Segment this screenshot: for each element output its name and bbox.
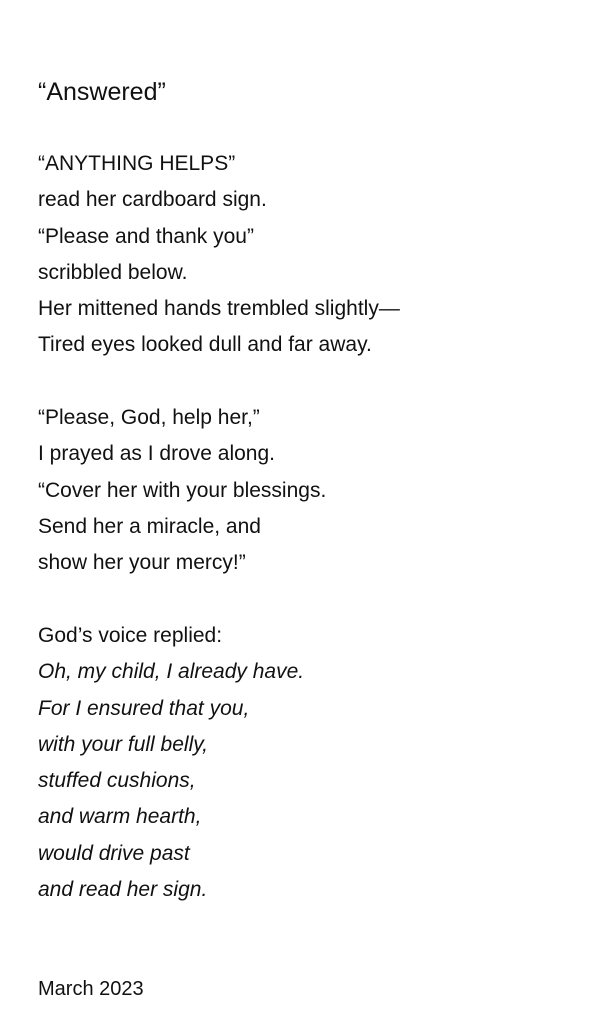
poem-line: scribbled below. (38, 260, 188, 284)
poem-line: “ANYTHING HELPS” (38, 152, 236, 175)
poem-line: “Cover her with your blessings. (38, 478, 327, 502)
poem-line: God’s voice replied: (38, 624, 223, 647)
poem-line: stuffed cushions, (38, 769, 196, 793)
poem-line: read her cardboard sign. (38, 188, 267, 212)
poem-line: “Please, God, help her,” (38, 406, 260, 429)
poem-line: Tired eyes looked dull and far away. (38, 333, 372, 357)
poem-line: Oh, my child, I already have. (38, 660, 305, 684)
poem-line: Send her a miracle, and (38, 514, 261, 538)
poem-title: “Answered” (38, 78, 166, 106)
poem-line: would drive past (38, 841, 190, 865)
poem-line: For I ensured that you, (38, 696, 250, 720)
stanza-2 (38, 400, 326, 581)
stanza-3 (38, 618, 304, 908)
poem-line: and read her sign. (38, 878, 208, 902)
stanza-1 (38, 146, 400, 364)
poem-line: “Please and thank you” (38, 224, 254, 248)
poem-line: I prayed as I drove along. (38, 442, 275, 466)
poem-date: March 2023 (38, 978, 144, 1000)
poem-line: Her mittened hands trembled slightly— (38, 297, 400, 321)
poem-line: and warm hearth, (38, 805, 202, 829)
poem-line: show her your mercy!” (38, 551, 246, 575)
poem-line: with your full belly, (38, 732, 209, 756)
